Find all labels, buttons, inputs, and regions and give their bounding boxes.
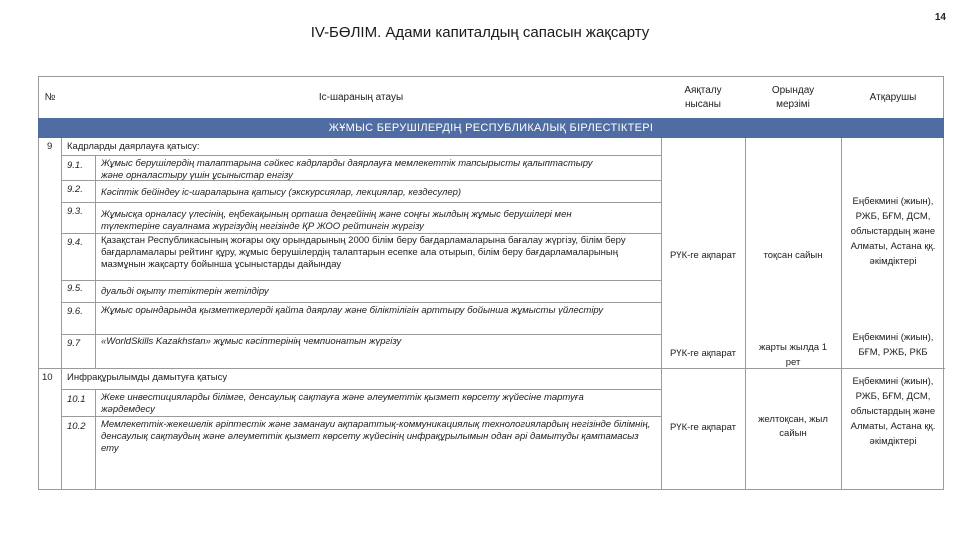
item-10-1-num: 10.1 bbox=[67, 394, 86, 405]
header-name: Іс-шараның атауы bbox=[318, 91, 404, 103]
item-9-6-text: Жұмыс орындарында қызметкерлерді қайта даярлау және біліктілігін арттыру бойынша жұмысты үйлестіру bbox=[101, 305, 604, 316]
activity-table bbox=[38, 76, 944, 490]
table-body bbox=[38, 138, 944, 490]
header-exec: Атқарушы bbox=[869, 91, 917, 103]
section-9-term-b: жарты жылда 1 рет bbox=[758, 342, 827, 368]
item-9-2-num: 9.2. bbox=[67, 184, 83, 195]
item-9-3-text: Жұмысқа орналасу үлесінің, еңбекақының орташа деңгейінің және соңғы жылдың жұмыс берушілері мен түлектеріне сауалнама жүргізудің негізінде ҚР ЖОО рейтингін жүргізу bbox=[101, 209, 572, 232]
section-9-exec-b: Еңбекмині (жиын), БҒМ, РЖБ, РКБ bbox=[852, 332, 934, 358]
page-title: IV-БӨЛІМ. Адами капиталдың сапасын жақсарту bbox=[310, 24, 650, 41]
item-9-1-text: Жұмыс берушілердің талаптарына сәйкес кадрларды даярлауға мемлекеттік тапсырысты қалыптастыру және орналастыру үшін ұсыныстар енгізу bbox=[101, 158, 593, 181]
section-9-num: 9 bbox=[47, 141, 53, 152]
item-10-1-text: Жеке инвестицияларды білімге, денсаулық сақтауға және әлеуметтік қызмет көрсету жүйесіне тартуға жәрдемдесу bbox=[101, 392, 584, 415]
section-band: ЖҰМЫС БЕРУШІЛЕРДІҢ РЕСПУБЛИКАЛЫҚ БІРЛЕСТІКТЕРІ bbox=[38, 118, 944, 138]
item-9-2-text: Кәсіптік бейіндеу іс-шараларына қатысу (экскурсиялар, лекциялар, кездесулер) bbox=[101, 187, 462, 198]
page-number: 14 bbox=[934, 12, 946, 23]
item-9-1-num: 9.1. bbox=[67, 160, 83, 171]
section-10-title: Инфрақұрылымды дамытуға қатысу bbox=[67, 372, 228, 383]
section-9-title: Кадрларды даярлауға қатысу: bbox=[67, 141, 200, 152]
section-9-form-a: РҮК-ге ақпарат bbox=[669, 250, 737, 261]
item-9-4-num: 9.4. bbox=[67, 237, 83, 248]
table-header bbox=[38, 76, 944, 118]
section-10-exec: Еңбекмині (жиын), РЖБ, БҒМ, ДСМ, облыстардың және Алматы, Астана ққ. әкімдіктері bbox=[850, 376, 936, 447]
item-10-2-text: Мемлекеттік-жекешелік әріптестік және заманауи ақпараттық-коммуникациялық технологиялардың негізінде білімнің, денсаулық сақтаудың және әлеуметтік қызмет көрсету жүйесінің инфрақұрылымын одан әрі дамытуды қамтамасыз ету bbox=[101, 419, 651, 454]
header-term: Орындау мерзімі bbox=[771, 84, 815, 110]
item-9-3-num: 9.3. bbox=[67, 206, 83, 217]
item-9-7-num: 9.7 bbox=[67, 338, 81, 349]
header-num: № bbox=[44, 91, 56, 103]
item-9-5-num: 9.5. bbox=[67, 283, 83, 294]
section-10-num: 10 bbox=[42, 372, 53, 383]
section-10-form: РҮК-ге ақпарат bbox=[669, 422, 737, 433]
section-10-term: желтоқсан, жыл сайын bbox=[758, 414, 828, 439]
section-9-form-b: РҮК-ге ақпарат bbox=[669, 348, 737, 359]
section-9-exec-a: Еңбекмині (жиын), РЖБ, БҒМ, ДСМ, облыстардың және Алматы, Астана ққ. әкімдіктері bbox=[850, 196, 936, 267]
item-9-7-text: «WorldSkills Kazakhstan» жұмыс кәсіптерінің чемпионатын жүргізу bbox=[101, 336, 402, 347]
item-9-6-num: 9.6. bbox=[67, 306, 83, 317]
item-10-2-num: 10.2 bbox=[67, 421, 86, 432]
item-9-4-text: Қазақстан Республикасының жоғары оқу орындарының 2000 білім беру бағдарламаларына бағалау жүргізу, білім беру бағдарламалары рейтинг құру, жұмыс берушілердің талаптарын есепке ала отырып, білім беру бағдарламаларының мазмұнын жақсарту бойынша ұсыныстарды дайындау bbox=[101, 235, 626, 270]
item-9-5-text: дуальді оқыту тетіктерін жетілдіру bbox=[101, 286, 269, 297]
section-9-term-a: тоқсан сайын bbox=[763, 250, 823, 261]
header-form: Аяқталу нысаны bbox=[684, 84, 722, 110]
